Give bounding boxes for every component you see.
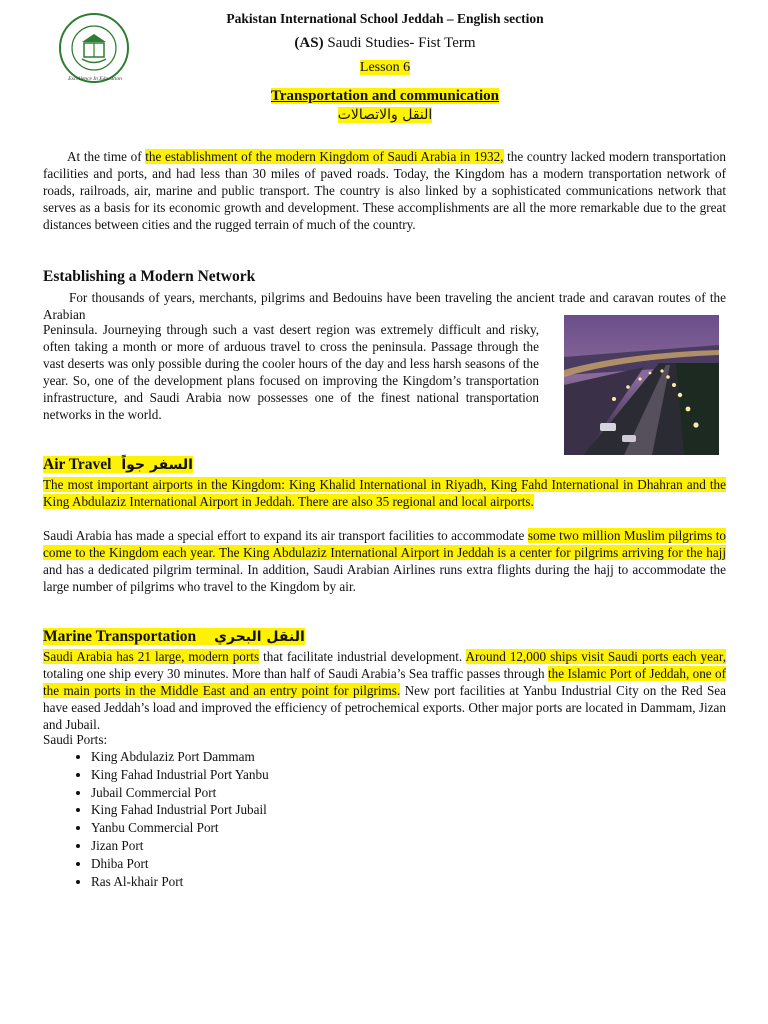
air-highlight-1: The most important airports in the Kingdom: King Khalid International in Riyadh, King Fahd International in Dhahran and the King Abdulaziz International Airport in Jeddah. There are also 35 regional and local airports. bbox=[43, 477, 726, 509]
course-name: Saudi Studies- Fist Term bbox=[323, 35, 476, 51]
air-paragraph-1 bbox=[43, 476, 726, 510]
course-line bbox=[130, 35, 640, 52]
air-text-b: and has a dedicated pilgrim terminal. In addition, Saudi Arabian Airlines runs extra flights during the hajj to accommodate the large number of pilgrims who travel to the Kingdom by air. bbox=[43, 562, 726, 594]
network-paragraph-1: For thousands of years, merchants, pilgrims and Bedouins have been traveling the ancient trade and caravan routes of the Arabian bbox=[43, 290, 726, 322]
section-heading-air bbox=[43, 456, 193, 474]
section-heading-marine bbox=[43, 628, 305, 646]
lesson-label bbox=[130, 60, 640, 76]
air-heading-text: Air Travel bbox=[43, 456, 112, 473]
list-item: • Dhiba Port bbox=[91, 855, 269, 873]
network-paragraph-2: Peninsula. Journeying through such a vast desert region was extremely difficult and risky, often taking a month or more of arduous travel to cross the peninsula. Passage through the vast deserts was only possible during the cooler hours of the day and less harsh seasons of the year. So, one of the development plans focused on improving the Kingdom’s transportation infrastructure, and Saudi Arabia now possesses one of the finest national transportation networks in the world. bbox=[43, 322, 539, 422]
marine-text-2: totaling one ship every 30 minutes. More than half of Saudi Arabia’s Sea traffic passes through bbox=[43, 666, 549, 681]
marine-text-3: New port facilities at Yanbu Industrial City on the Red Sea have eased Jeddah’s load and improved the efficiency of petrochemical exports. Other major ports are located in Dammam, Jizan and Jubail. bbox=[43, 683, 726, 732]
air-heading-arabic: السفر جواً bbox=[121, 457, 193, 473]
page-title bbox=[130, 88, 640, 105]
air-paragraph-2 bbox=[43, 527, 726, 595]
air-highlight-2: some two million Muslim pilgrims to come to the Kingdom each year. The King Abdulaziz International Airport in Jeddah is a center for pilgrims arriving for the hajj bbox=[43, 528, 726, 560]
marine-paragraph bbox=[43, 648, 726, 733]
list-item: • King Fahad Industrial Port Jubail bbox=[91, 801, 269, 819]
marine-highlight-2: Around 12,000 ships visit Saudi ports each year, bbox=[465, 649, 726, 664]
ports-list bbox=[43, 748, 269, 890]
logo-tagline: Excellence In Education bbox=[68, 76, 122, 82]
air-text-a: Saudi Arabia has made a special effort to expand its air transport facilities to accommodate bbox=[43, 528, 528, 543]
marine-highlight-3: the Islamic Port of Jeddah, one of the main ports in the Middle East and an entry point for pilgrims. bbox=[43, 666, 726, 698]
list-item: • Jizan Port bbox=[91, 837, 269, 855]
school-name: Pakistan International School Jeddah – English section bbox=[226, 11, 544, 26]
page-title-arabic bbox=[130, 107, 640, 123]
ports-label: Saudi Ports: bbox=[43, 732, 108, 747]
list-item: • Jubail Commercial Port bbox=[91, 784, 269, 802]
lesson-number: Lesson 6 bbox=[359, 60, 411, 75]
list-item: • Yanbu Commercial Port bbox=[91, 819, 269, 837]
section-heading-network: Establishing a Modern Network bbox=[43, 268, 256, 285]
list-item: • King Abdulaziz Port Dammam bbox=[91, 748, 269, 766]
intro-text-b: the country lacked modern transportation facilities and ports, and had less than 30 miles of paved roads. Today, the Kingdom has a modern transportation network of roads, railroads, air, marine and public transport. The country is also linked by a sophisticated communications network that serves as a basis for its economic growth and development. These accomplishments are all the more remarkable due to the great distances between cities and the rugged terrain of much of the country. bbox=[43, 149, 726, 232]
marine-heading-text: Marine Transportation bbox=[43, 628, 197, 645]
marine-text-1: that facilitate industrial development. bbox=[259, 649, 466, 664]
course-code: (AS) bbox=[294, 35, 324, 51]
list-item: • King Fahad Industrial Port Yanbu bbox=[91, 766, 269, 784]
intro-paragraph bbox=[43, 148, 726, 233]
marine-highlight-1: Saudi Arabia has 21 large, modern ports bbox=[43, 649, 260, 664]
list-item: • Ras Al-khair Port bbox=[91, 873, 269, 891]
highway-night-photo bbox=[564, 315, 719, 455]
page-title-arabic-text: النقل والاتصالات bbox=[337, 107, 433, 123]
page-title-text: Transportation and communication bbox=[270, 88, 500, 104]
intro-text-a: At the time of bbox=[67, 149, 146, 164]
intro-highlight: the establishment of the modern Kingdom of Saudi Arabia in 1932, bbox=[145, 149, 504, 164]
marine-heading-arabic: النقل البحري bbox=[214, 629, 305, 645]
